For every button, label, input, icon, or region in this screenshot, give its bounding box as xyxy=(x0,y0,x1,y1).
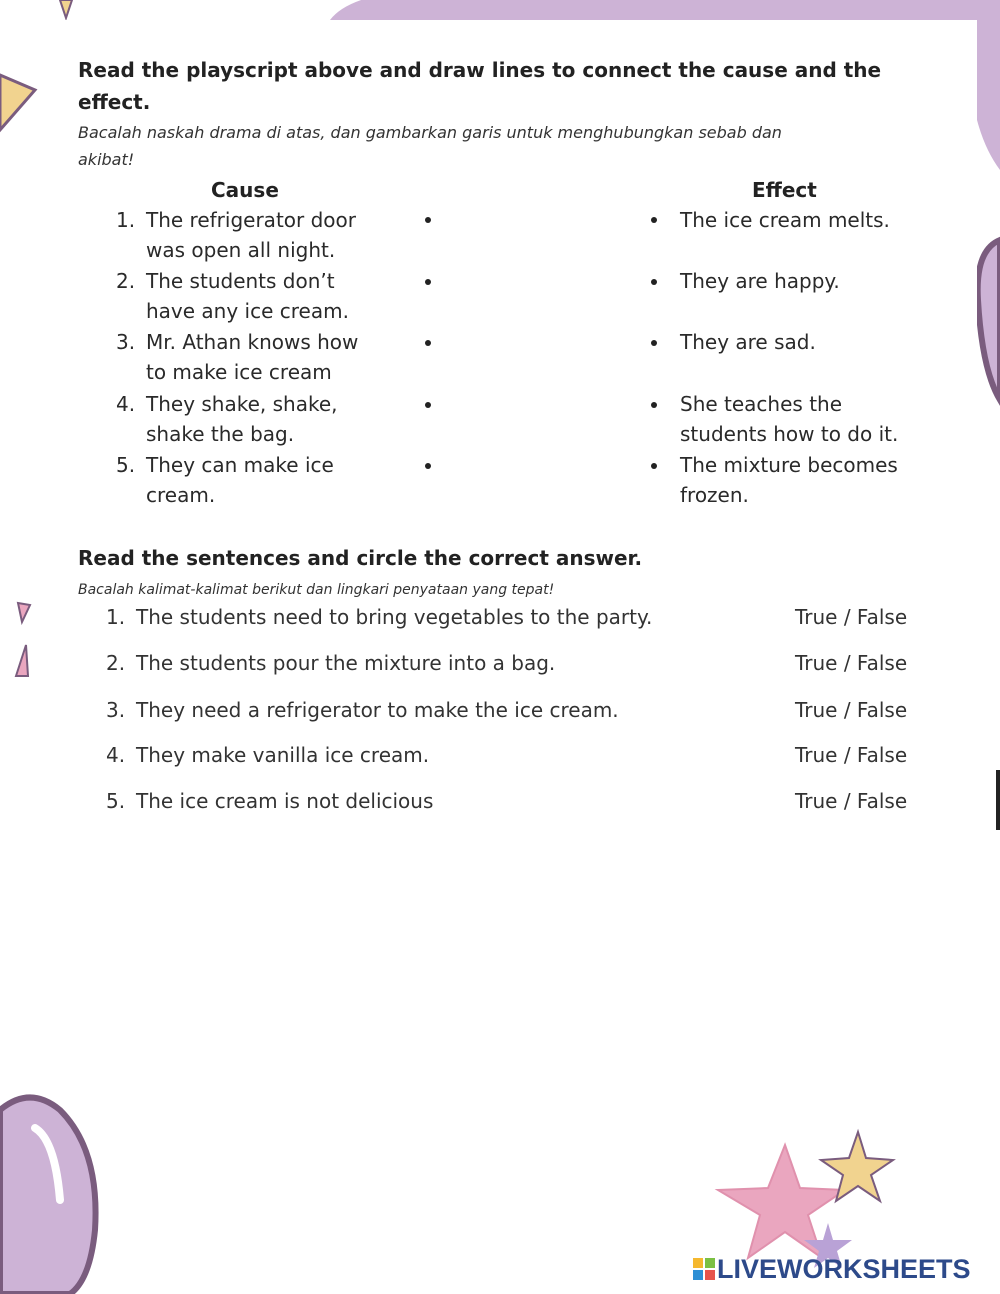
statement-text: The students need to bring vegetables to the party. xyxy=(136,605,653,629)
section2-subtitle: Bacalah kalimat-kalimat berikut dan lingkari penyataan yang tepat! xyxy=(78,582,555,598)
effect-item-4 xyxy=(680,389,898,449)
liveworksheets-icon xyxy=(693,1258,715,1280)
statement-number: 3. xyxy=(106,698,126,722)
statement-text: They make vanilla ice cream. xyxy=(136,743,430,767)
cause-dot-3[interactable] xyxy=(425,340,431,346)
cause-number: 3. xyxy=(116,330,136,354)
cause-text-line1: Mr. Athan knows how xyxy=(146,330,359,354)
statement-number: 4. xyxy=(106,743,126,767)
effect-text-line2: students how to do it. xyxy=(680,422,899,446)
effect-dot-1[interactable] xyxy=(651,217,657,223)
true-false-choice-2[interactable]: True / False xyxy=(795,651,908,675)
statement-text: The students pour the mixture into a bag. xyxy=(136,651,556,675)
left-ribbon-shape-1 xyxy=(18,603,30,622)
cause-column-header: Cause xyxy=(211,178,279,202)
cause-text-line2: cream. xyxy=(146,483,216,507)
effect-dot-2[interactable] xyxy=(651,279,657,285)
true-false-choice-3[interactable]: True / False xyxy=(795,698,908,722)
effect-dot-3[interactable] xyxy=(651,340,657,346)
top-left-star-tip xyxy=(60,0,72,18)
effect-text-line2: frozen. xyxy=(680,483,749,507)
true-false-choice-5[interactable]: True / False xyxy=(795,789,908,813)
section2-heading: Read the sentences and circle the correct answer. xyxy=(78,546,643,570)
effect-dot-5[interactable] xyxy=(651,463,657,469)
left-ribbon-shape-2 xyxy=(16,645,28,676)
cause-text-line2: have any ice cream. xyxy=(146,299,349,323)
cause-item-5 xyxy=(116,450,334,510)
effect-item-5 xyxy=(680,450,898,510)
effect-item-2 xyxy=(680,266,840,296)
cause-dot-1[interactable] xyxy=(425,217,431,223)
statement-row-3 xyxy=(106,698,619,722)
cause-text-line2: shake the bag. xyxy=(146,422,295,446)
cause-text-line1: They can make ice xyxy=(146,453,334,477)
effect-dot-4[interactable] xyxy=(651,402,657,408)
statement-row-5 xyxy=(106,789,433,813)
section1-heading-line2: effect. xyxy=(78,90,151,114)
statement-number: 1. xyxy=(106,605,126,629)
right-balloon-shape xyxy=(978,240,1000,400)
statement-row-2 xyxy=(106,651,555,675)
top-left-star-shape xyxy=(0,75,35,130)
statement-row-4 xyxy=(106,743,429,767)
effect-text-line1: The ice cream melts. xyxy=(680,208,890,232)
effect-item-1 xyxy=(680,205,890,235)
bottom-balloon-shape xyxy=(0,1098,96,1294)
effect-text-line1: She teaches the xyxy=(680,392,843,416)
section1-heading-line1: Read the playscript above and draw lines to connect the cause and the xyxy=(78,58,882,82)
true-false-choice-1[interactable]: True / False xyxy=(795,605,908,629)
cause-item-3 xyxy=(116,327,358,387)
cause-dot-4[interactable] xyxy=(425,402,431,408)
effect-text-line1: They are sad. xyxy=(680,330,816,354)
liveworksheets-wordmark: LIVEWORKSHEETS xyxy=(717,1253,971,1284)
cause-text-line2: was open all night. xyxy=(146,238,336,262)
section1-subtitle-line1: Bacalah naskah drama di atas, dan gambarkan garis untuk menghubungkan sebab dan xyxy=(78,123,782,142)
effect-column-header: Effect xyxy=(752,178,817,202)
effect-text-line1: They are happy. xyxy=(680,269,840,293)
cause-dot-2[interactable] xyxy=(425,279,431,285)
effect-item-3 xyxy=(680,327,816,357)
liveworksheets-logo[interactable] xyxy=(693,1252,971,1286)
statement-number: 2. xyxy=(106,651,126,675)
right-edge-mark xyxy=(996,770,1000,830)
cause-text-line1: They shake, shake, xyxy=(146,392,338,416)
cause-number: 5. xyxy=(116,453,136,477)
true-false-choice-4[interactable]: True / False xyxy=(795,743,908,767)
cause-item-4 xyxy=(116,389,338,449)
statement-number: 5. xyxy=(106,789,126,813)
cause-number: 2. xyxy=(116,269,136,293)
section1-subtitle-line2: akibat! xyxy=(78,150,135,169)
statement-text: The ice cream is not delicious xyxy=(136,789,434,813)
cause-text-line2: to make ice cream xyxy=(146,360,332,384)
cause-number: 1. xyxy=(116,208,136,232)
cause-text-line1: The students don’t xyxy=(146,269,335,293)
cause-item-2 xyxy=(116,266,349,326)
cause-text-line1: The refrigerator door xyxy=(146,208,356,232)
statement-text: They need a refrigerator to make the ice cream. xyxy=(136,698,619,722)
statement-row-1 xyxy=(106,605,652,629)
cause-item-1 xyxy=(116,205,356,265)
effect-text-line1: The mixture becomes xyxy=(680,453,898,477)
cause-number: 4. xyxy=(116,392,136,416)
cause-dot-5[interactable] xyxy=(425,463,431,469)
